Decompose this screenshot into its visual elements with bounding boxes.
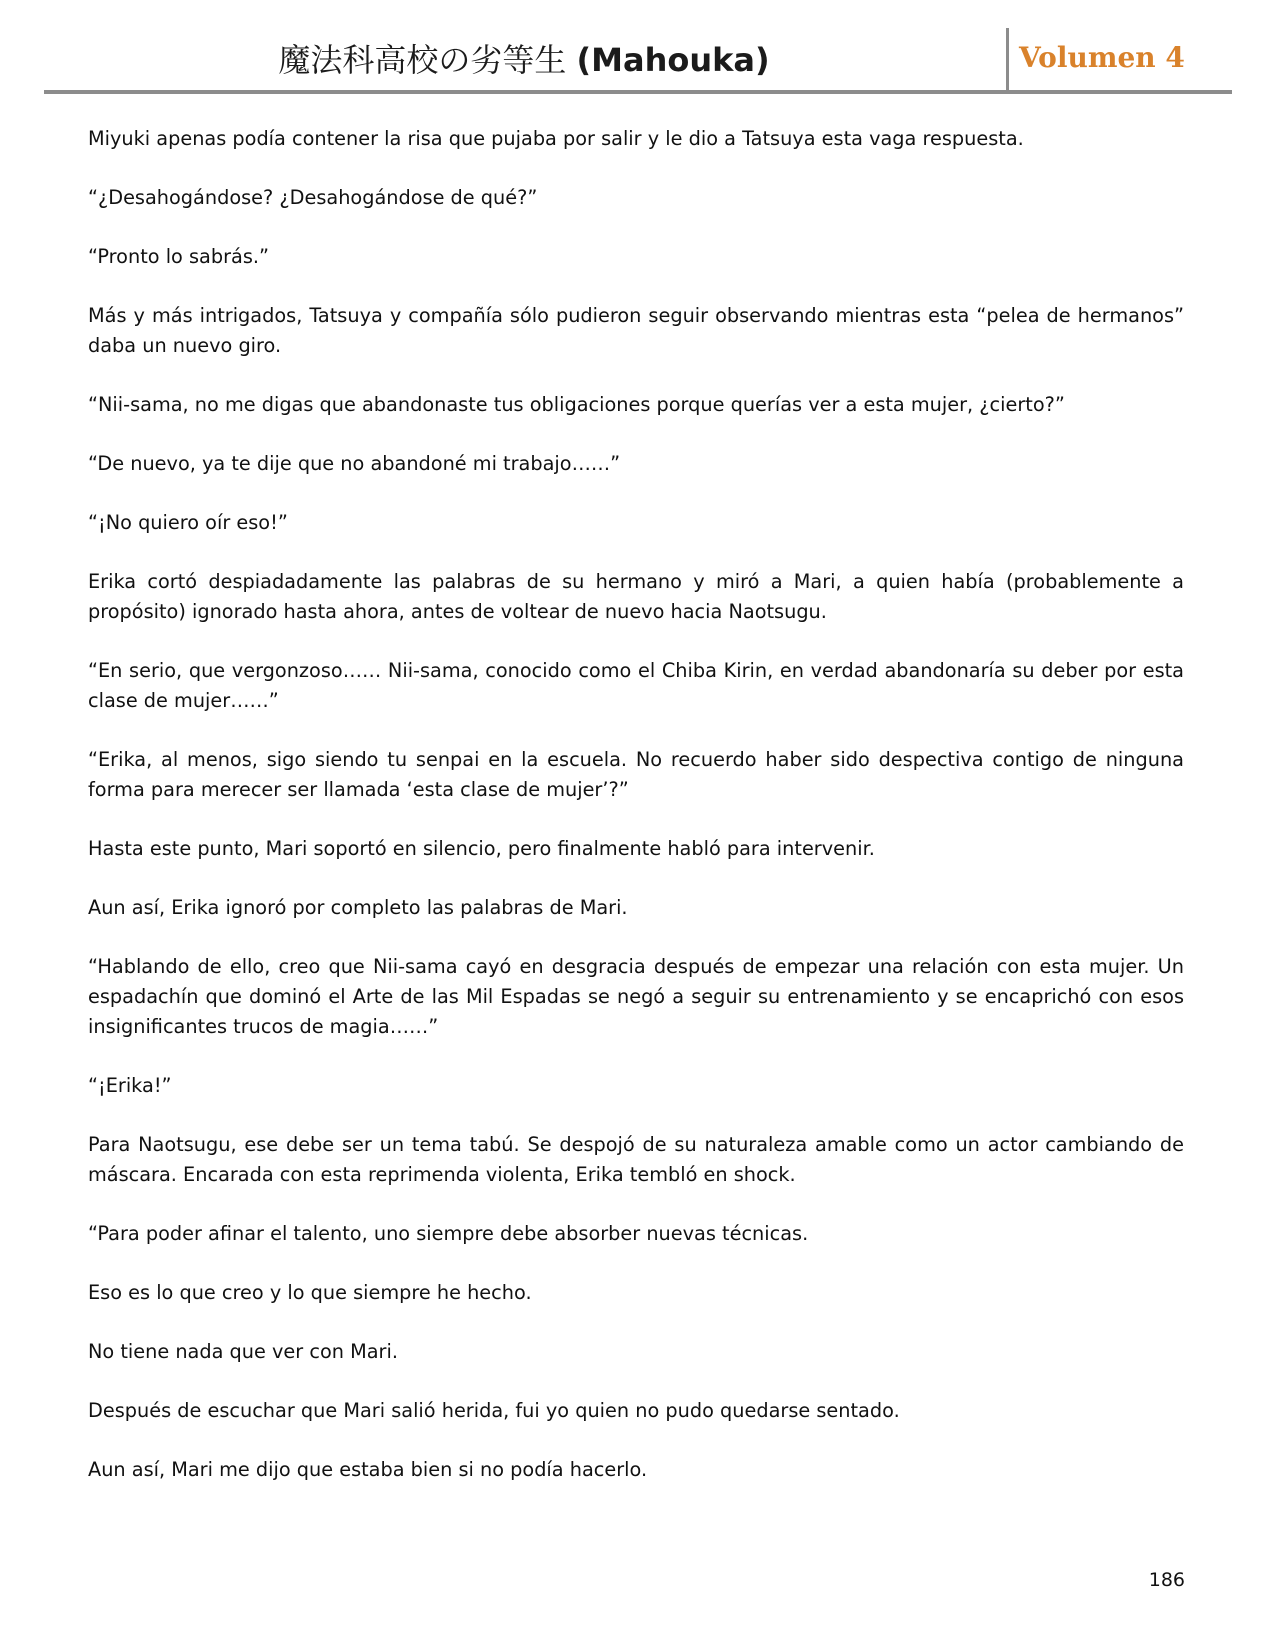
- header-rule: [44, 90, 1232, 94]
- paragraph: “De nuevo, ya te dije que no abandoné mi trabajo……”: [88, 452, 621, 475]
- paragraph: Más y más intrigados, Tatsuya y compañía sólo pudieron seguir observando mientras esta “pelea de hermanos” daba un nuevo giro.: [88, 304, 1184, 357]
- paragraph: Erika cortó despiadadamente las palabras de su hermano y miró a Mari, a quien había (probablemente a propósito) ignorado hasta ahora, antes de voltear de nuevo hacia Naotsugu.: [88, 570, 1184, 623]
- page-body: [88, 124, 1184, 1514]
- paragraph: Hasta este punto, Mari soportó en silencio, pero finalmente habló para intervenir.: [88, 837, 875, 860]
- page-number: 186: [1148, 1569, 1185, 1591]
- paragraph: Eso es lo que creo y lo que siempre he hecho.: [88, 1281, 532, 1304]
- paragraph: Miyuki apenas podía contener la risa que pujaba por salir y le dio a Tatsuya esta vaga respuesta.: [88, 127, 1024, 150]
- paragraph: “¡Erika!”: [88, 1074, 172, 1097]
- paragraph: “Erika, al menos, sigo siendo tu senpai en la escuela. No recuerdo haber sido despectiva contigo de ninguna forma para merecer ser llamada ‘esta clase de mujer’?”: [88, 748, 1184, 801]
- book-title-romaji: (Mahouka): [576, 41, 770, 79]
- paragraph: “En serio, que vergonzoso…… Nii-sama, conocido como el Chiba Kirin, en verdad abandonaría su deber por esta clase de mujer……”: [88, 659, 1184, 712]
- page-header: [44, 28, 1232, 94]
- paragraph: Después de escuchar que Mari salió herida, fui yo quien no pudo quedarse sentado.: [88, 1399, 900, 1422]
- paragraph: “Nii-sama, no me digas que abandonaste tus obligaciones porque querías ver a esta mujer, ¿cierto?”: [88, 393, 1065, 416]
- paragraph: Aun así, Mari me dijo que estaba bien si no podía hacerlo.: [88, 1458, 648, 1481]
- paragraph: “Para poder afinar el talento, uno siempre debe absorber nuevas técnicas.: [88, 1222, 809, 1245]
- volume-label: Volumen 4: [1019, 41, 1185, 74]
- paragraph: “¡No quiero oír eso!”: [88, 511, 288, 534]
- paragraph: Para Naotsugu, ese debe ser un tema tabú. Se despojó de su naturaleza amable como un actor cambiando de máscara. Encarada con esta reprimenda violenta, Erika tembló en shock.: [88, 1133, 1184, 1186]
- paragraph: Aun así, Erika ignoró por completo las palabras de Mari.: [88, 896, 628, 919]
- paragraph: “¿Desahogándose? ¿Desahogándose de qué?”: [88, 186, 538, 209]
- paragraph: “Hablando de ello, creo que Nii-sama cayó en desgracia después de empezar una relación con esta mujer. Un espadachín que dominó el Arte de las Mil Espadas se negó a seguir su entrenamiento y se encaprichó con esos insignificantes trucos de magia……”: [88, 955, 1184, 1038]
- paragraph: “Pronto lo sabrás.”: [88, 245, 269, 268]
- book-title: [44, 38, 1004, 82]
- header-divider-vertical: [1006, 28, 1009, 90]
- paragraph: No tiene nada que ver con Mari.: [88, 1340, 398, 1363]
- book-title-japanese: 魔法科高校の劣等生: [278, 41, 567, 79]
